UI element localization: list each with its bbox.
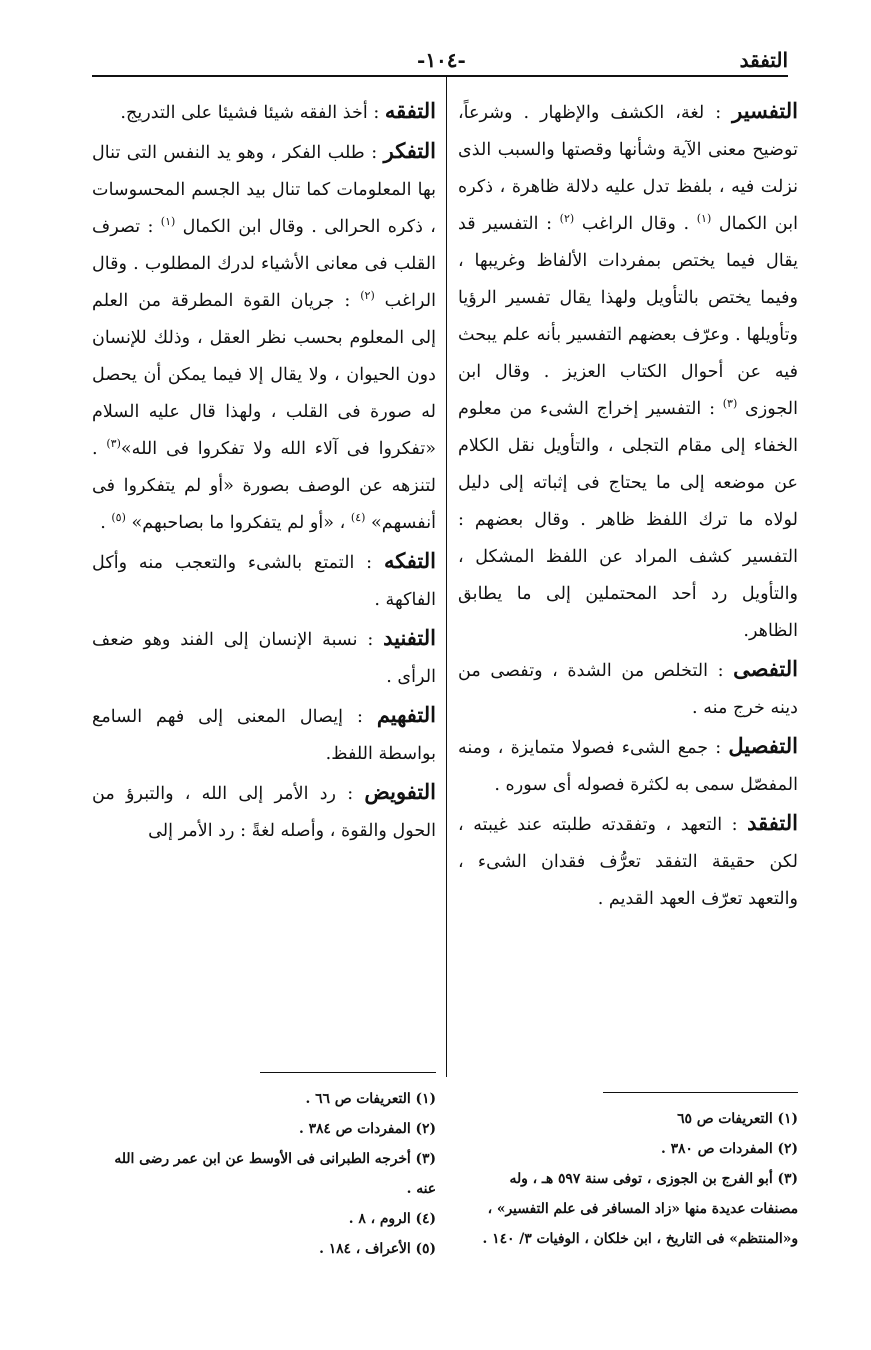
entry-tafwid: التفويض : رد الأمر إلى الله ، والتبرؤ من الحول والقوة ، وأصله لغةً : رد الأمر إلى	[92, 779, 436, 841]
entry-term: التفصيل	[728, 733, 798, 758]
entry-term: التفويض	[364, 779, 436, 804]
entry-tafakkur: التفكر : طلب الفكر ، وهو يد النفس التى تنال بها المعلومات كما تنال بيد الجسم المحسوسات ، ذكره الحرالى . وقال ابن الكمال $^{(١)}$ : تصرف القلب فى معانى الأشياء لدرك المطلوب . وقال الراغب $^{(٢)}$ : جريان القوة المطرقة من العلم إلى المعلوم بحسب نظر العقل ، وذلك للإنسان دون الحيوان ، ولا يقال إلا فيما يمكن أن يحصل له صورة فى القلب ، ولهذا قال عليه السلام «تفكروا فى آلاء الله ولا تفكروا فى الله»$^{(٣)}$ . لتنزهه عن الوصف بصورة «أو لم يتفكروا فى أنفسهم» $^{(٤)}$ ، «أو لم يتفكروا ما بصاحبهم» $^{(٥)}$ .	[92, 138, 436, 533]
footnotes-left	[92, 1084, 436, 1264]
entry-tafsil: التفصيل : جمع الشىء فصولا متمايزة ، ومنه المفصّل سمى به لكثرة فصوله أى سوره .	[458, 733, 798, 795]
footnote-ref: (١)	[696, 212, 712, 226]
running-head: التفقد	[739, 48, 788, 72]
footnote: (١) التعريفات ص ٦٦ .	[305, 1091, 436, 1107]
footnote: (٥) الأعراف ، ١٨٤ .	[319, 1241, 436, 1257]
entry-term: التفسير	[732, 98, 798, 123]
footnote-ref: (٥)	[111, 511, 126, 525]
entry-text: رد الأمر إلى الله ، والتبرؤ من الحول والقوة ، وأصله لغةً : رد الأمر إلى	[92, 784, 436, 841]
footnote-ref: (٤)	[350, 511, 366, 525]
entry-text: لغة، الكشف والإظهار . وشرعاً، توضيح معنى الآية وشأنها وقصتها والسبب الذى نزلت فيه ، بلفظ تدل عليه دلالة ظاهرة ، ذكره ابن الكمال	[458, 103, 798, 234]
footnote: (٢) المفردات ص ٣٨٠ .	[661, 1141, 798, 1157]
footnote: (٤) الروم ، ٨ .	[348, 1211, 436, 1227]
entry-tafhim: التفهيم : إيصال المعنى إلى فهم السامع بواسطة اللفظ.	[92, 702, 436, 764]
entry-text: إيصال المعنى إلى فهم السامع بواسطة اللفظ.	[92, 707, 436, 764]
footnotes-right	[458, 1104, 798, 1254]
entry-tafsir: التفسير : لغة، الكشف والإظهار . وشرعاً، توضيح معنى الآية وشأنها وقصتها والسبب الذى نزلت فيه ، بلفظ تدل عليه دلالة ظاهرة ، ذكره ابن الكمال $^{(١)}$ . وقال الراغب $^{(٢)}$ : التفسير قد يقال فيما يختص بمفردات الألفاظ وغريبها ، وفيما يختص بالتأويل ولهذا يقال تفسير الرؤيا وتأويلها . وعرّف بعضهم التفسير بأنه علم يبحث فيه عن أحوال الكتاب العزيز . وقال ابن الجوزى $^{(٣)}$ : التفسير إخراج الشىء من معلوم الخفاء إلى مقام التجلى ، والتأويل نقل الكلام عن موضعه إلى ما يحتاج فى إثباته إلى دليل لولاه ما ترك اللفظ ظاهر . وقال بعضهم : التفسير كشف المراد عن اللفظ المشكل ، والتأويل رد أحد المحتملين إلى ما يطابق الظاهر.	[458, 98, 798, 641]
entry-text: جمع الشىء فصولا متمايزة ، ومنه المفصّل سمى به لكثرة فصوله أى سوره .	[458, 738, 798, 795]
footnote-ref: (٣)	[106, 437, 121, 451]
left-column	[92, 92, 436, 850]
entry-tafaqquh: التفقه : أخذ الفقه شيئا فشيئا على التدريج.	[120, 98, 436, 123]
entry-tafassi: التفصى : التخلص من الشدة ، وتفصى من دينه خرج منه .	[458, 656, 798, 718]
entry-text: طلب الفكر ، وهو يد النفس التى تنال بها المعلومات كما تنال بيد الجسم المحسوسات ، ذكره الحرالى . وقال ابن الكمال	[92, 143, 436, 237]
entry-term: التفهيم	[376, 702, 436, 727]
header-rule	[92, 75, 788, 77]
footnote-ref: (٢)	[360, 289, 375, 303]
entry-term: التفقد	[747, 810, 798, 835]
right-column	[458, 92, 798, 918]
entry-text: التعهد ، وتفقدته طلبته عند غيبته ، لكن حقيقة التفقد تعرُّف فقدان الشىء ، والتعهد تعرّف العهد القديم .	[458, 815, 798, 909]
footnote-rule-right	[603, 1092, 798, 1093]
entry-tafakkuh: التفكه : التمتع بالشىء والتعجب منه وأكل الفاكهة .	[92, 548, 436, 610]
entry-term: التفكر	[383, 138, 436, 163]
footnote: (٣) أخرجه الطبرانى فى الأوسط عن ابن عمر رضى الله عنه .	[114, 1151, 436, 1197]
column-divider	[446, 77, 447, 1077]
entry-tafaqqud: التفقد : التعهد ، وتفقدته طلبته عند غيبته ، لكن حقيقة التفقد تعرُّف فقدان الشىء ، والتعهد تعرّف العهد القديم .	[458, 810, 798, 909]
entry-text: التمتع بالشىء والتعجب منه وأكل الفاكهة .	[92, 553, 436, 610]
footnote-ref: (٣)	[722, 397, 738, 411]
entry-text: أخذ الفقه شيئا فشيئا على التدريج.	[120, 103, 368, 123]
footnote: (٣) أبو الفرج بن الجوزى ، توفى سنة ٥٩٧ هـ ، وله مصنفات عديدة منها «زاد المسافر فى علم التفسير» ، و«المنتظم» فى التاريخ ، ابن خلكان ، الوفيات ٣/ ١٤٠ .	[482, 1171, 798, 1247]
footnote-ref: (١)	[160, 215, 176, 229]
footnote-rule-left	[260, 1072, 436, 1073]
entry-tafnid: التفنيد : نسبة الإنسان إلى الفند وهو ضعف الرأى .	[92, 625, 436, 687]
entry-term: التفنيد	[383, 625, 436, 650]
entry-text: نسبة الإنسان إلى الفند وهو ضعف الرأى .	[92, 630, 436, 687]
footnote-ref: (٢)	[559, 212, 575, 226]
footnote: (١) التعريفات ص ٦٥	[677, 1111, 798, 1127]
entry-term: التفصى	[733, 656, 798, 681]
entry-term: التفكه	[383, 548, 436, 573]
entry-text: التخلص من الشدة ، وتفصى من دينه خرج منه .	[458, 661, 798, 718]
page-number: -١٠٤-	[417, 48, 466, 72]
entry-term: التفقه	[384, 98, 436, 123]
footnote: (٢) المفردات ص ٣٨٤ .	[299, 1121, 436, 1137]
page-header	[92, 44, 788, 78]
